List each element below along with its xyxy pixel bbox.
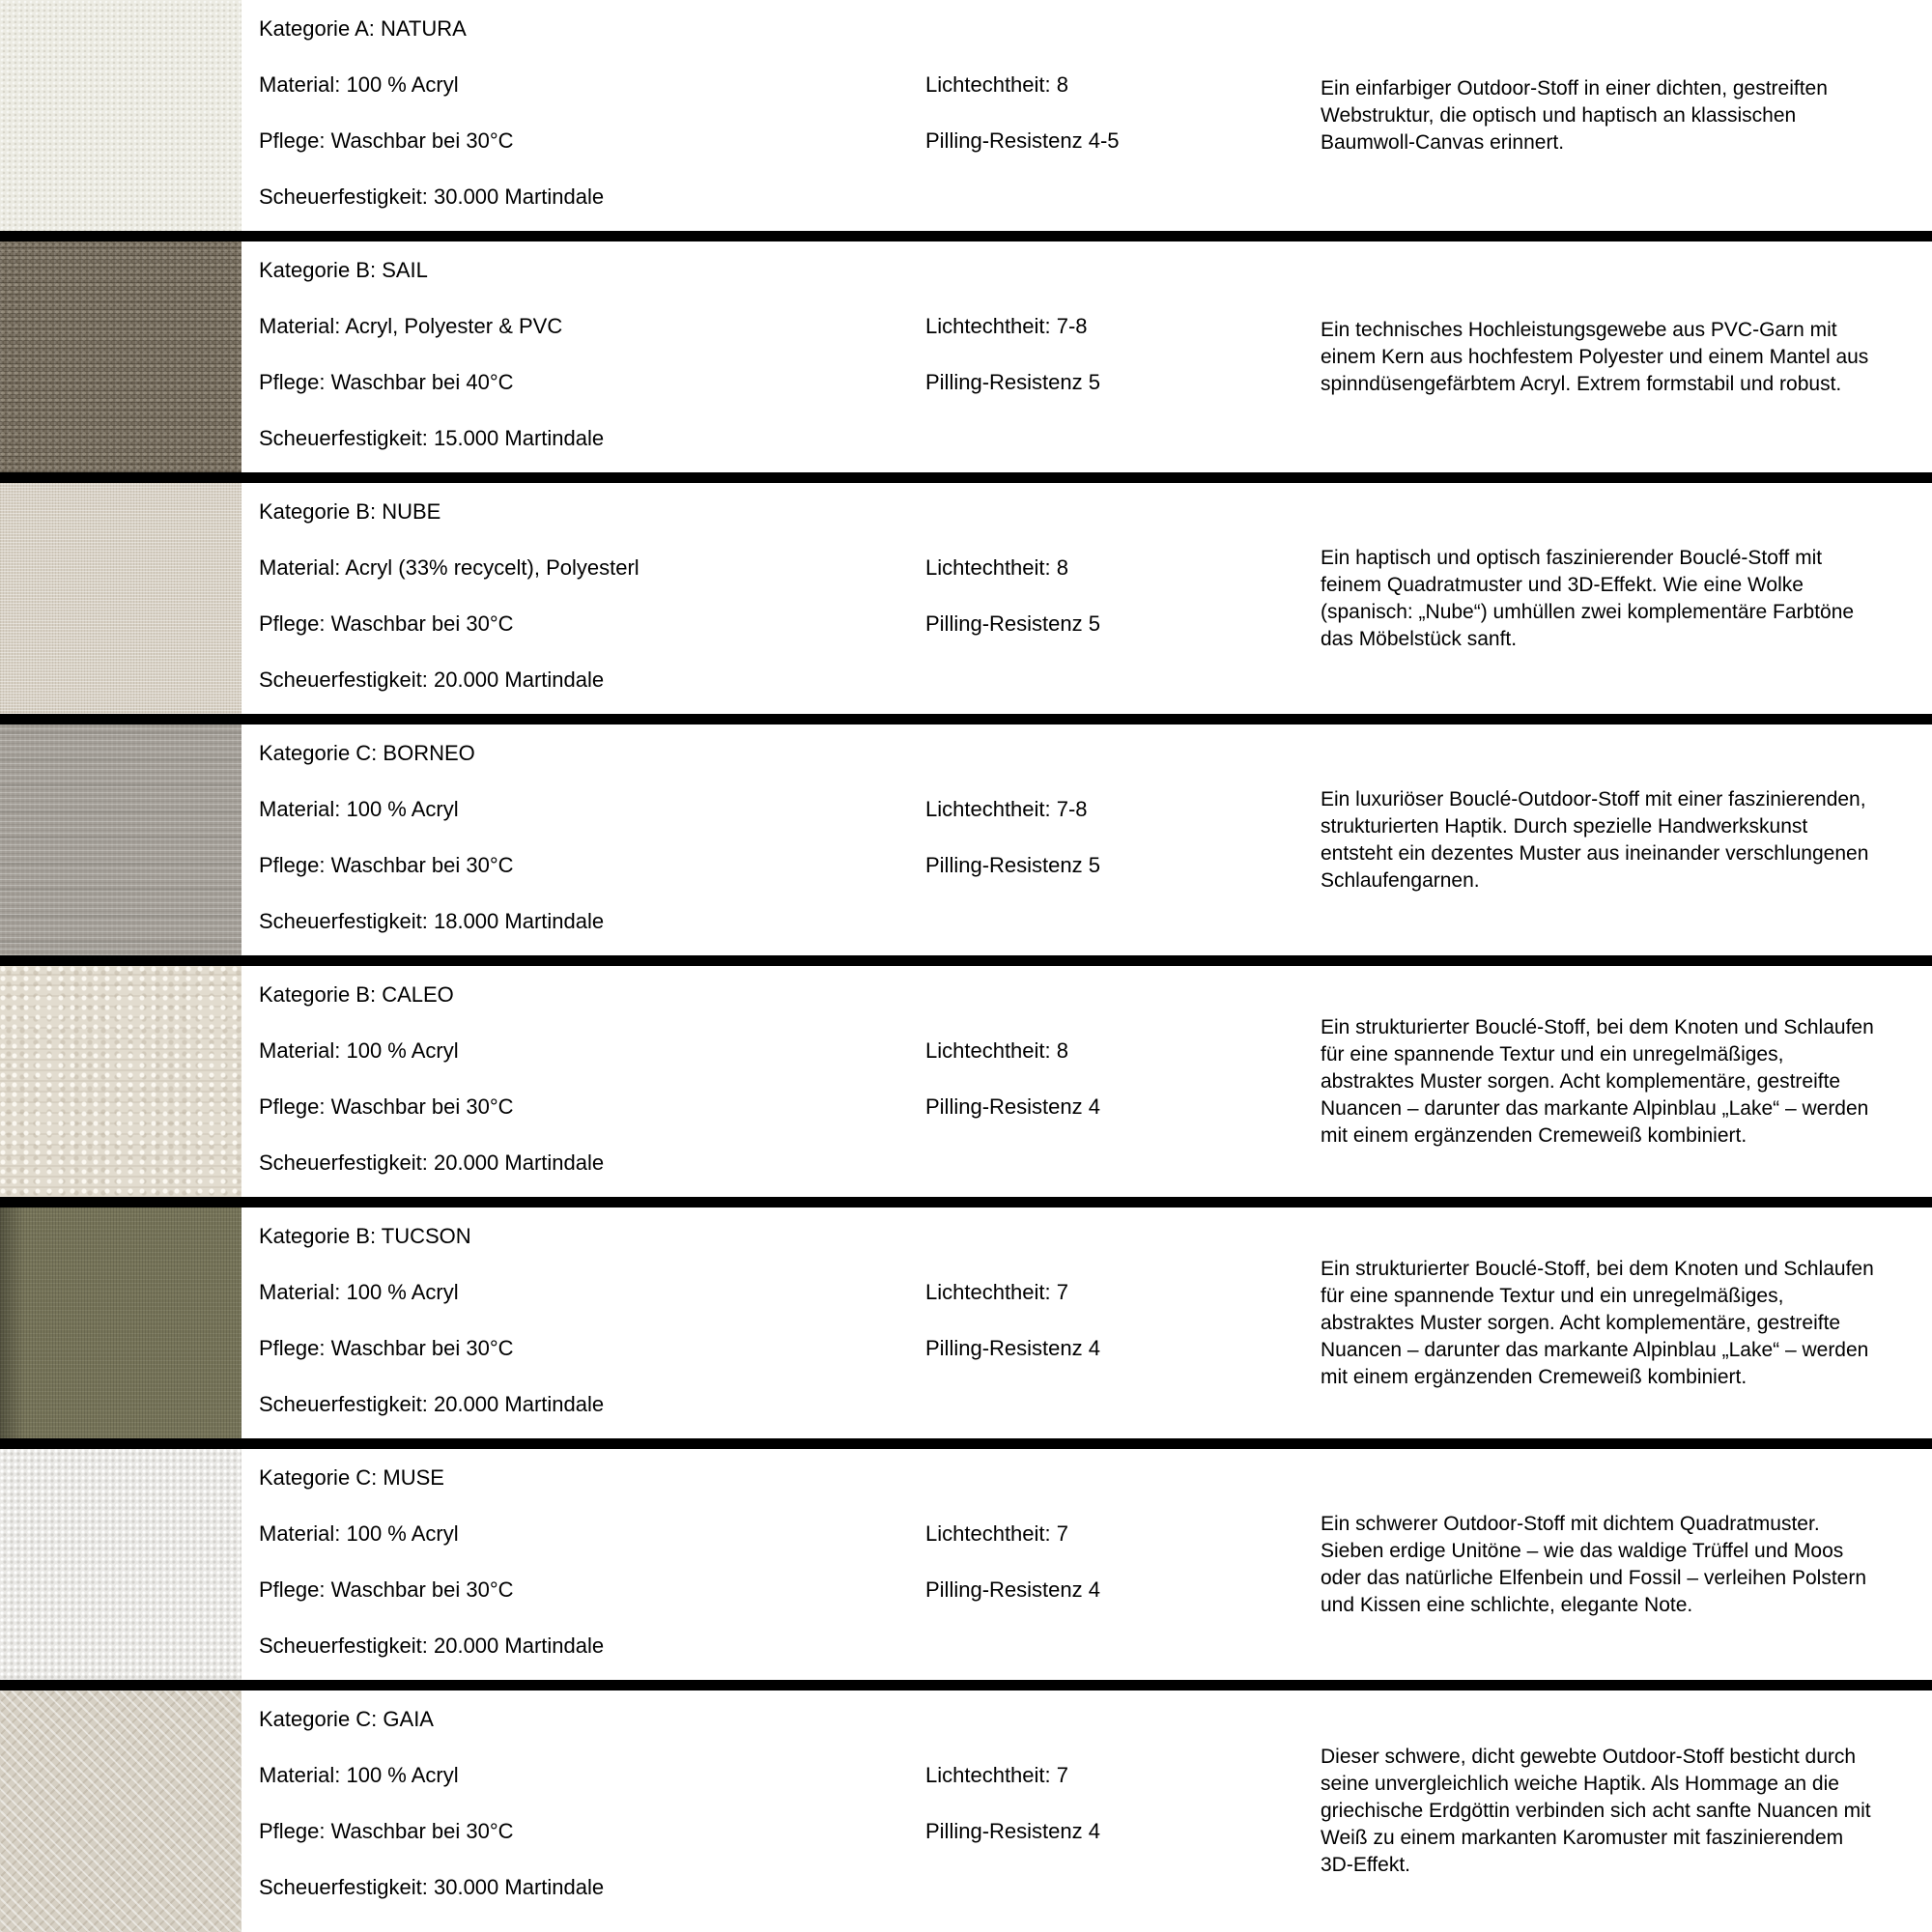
fabric-description	[1321, 966, 1932, 1197]
material-label: Material: Acryl (33% recycelt), Polyesterl	[259, 555, 639, 580]
gaia-fabric-swatch	[0, 1690, 242, 1932]
material-label: Material: 100 % Acryl	[259, 1280, 459, 1304]
material-label: Material: 100 % Acryl	[259, 72, 459, 97]
abrasion-label: Scheuerfestigkeit: 15.000 Martindale	[259, 426, 605, 450]
fabric-rating-specs	[925, 724, 1321, 955]
fabric-rating-specs	[925, 1208, 1321, 1438]
abrasion-label: Scheuerfestigkeit: 20.000 Martindale	[259, 1392, 605, 1416]
fabric-main-specs	[242, 724, 925, 955]
fabric-main-specs	[242, 1690, 925, 1932]
fabric-row-natura	[0, 0, 1932, 242]
description-text: Dieser schwere, dicht gewebte Outdoor-Stoff besticht durch seine unvergleichlich weiche Haptik. Als Hommage an die griechische Erdgöttin verbinden sich acht sanfte Nuancen mit Weiß zu einem markanten Karomuster mit faszinierendem 3D-Effekt.	[1321, 1746, 1871, 1876]
description-text: Ein schwerer Outdoor-Stoff mit dichtem Quadratmuster. Sieben erdige Unitöne – wie das waldige Trüffel und Moos oder das natürliche Elfenbein und Fossil – verleihen Polstern und Kissen eine schlichte, elegante Note.	[1321, 1512, 1867, 1616]
care-label: Pflege: Waschbar bei 30°C	[259, 128, 514, 153]
care-label: Pflege: Waschbar bei 30°C	[259, 853, 514, 877]
description-text: Ein luxuriöser Bouclé-Outdoor-Stoff mit einer faszinierenden, strukturierten Haptik. Durch spezielle Handwerkskunst entsteht ein dezentes Muster aus ineinander verschlungenen Schlaufengarnen.	[1321, 787, 1869, 892]
fabric-rating-specs	[925, 966, 1321, 1197]
abrasion-label: Scheuerfestigkeit: 20.000 Martindale	[259, 668, 605, 692]
lightfastness-label: Lichtechtheit: 8	[925, 555, 1068, 580]
material-label: Material: 100 % Acryl	[259, 1521, 459, 1546]
fabric-description	[1321, 483, 1932, 714]
pilling-label: Pilling-Resistenz 4	[925, 1094, 1100, 1119]
pilling-label: Pilling-Resistenz 5	[925, 611, 1100, 636]
description-text: Ein einfarbiger Outdoor-Stoff in einer dichten, gestreiften Webstruktur, die optisch und haptisch an klassischen Baumwoll-Canvas erinnert.	[1321, 76, 1828, 154]
fabric-description	[1321, 1690, 1932, 1932]
category-label: Kategorie B: TUCSON	[259, 1224, 471, 1248]
description-text: Ein strukturierter Bouclé-Stoff, bei dem Knoten und Schlaufen für eine spannende Textur und ein unregelmäßiges, abstraktes Muster sorgen. Acht komplementäre, gestreifte Nuancen – darunter das markante Alpinblau „Lake“ – werden mit einem ergänzenden Cremeweiß kombiniert.	[1321, 1015, 1874, 1147]
description-text: Ein haptisch und optisch faszinierender Bouclé-Stoff mit feinem Quadratmuster und 3D-Effekt. Wie eine Wolke (spanisch: „Nube“) umhüllen zwei komplementäre Farbtöne das Möbelstück sanft.	[1321, 546, 1855, 650]
fabric-description	[1321, 1208, 1932, 1438]
fabric-main-specs	[242, 0, 925, 231]
abrasion-label: Scheuerfestigkeit: 30.000 Martindale	[259, 1875, 605, 1899]
category-label: Kategorie C: MUSE	[259, 1465, 444, 1490]
fabric-row-tucson	[0, 1208, 1932, 1449]
sail-fabric-swatch	[0, 242, 242, 472]
material-label: Material: 100 % Acryl	[259, 797, 459, 821]
fabric-row-sail	[0, 242, 1932, 483]
care-label: Pflege: Waschbar bei 30°C	[259, 1094, 514, 1119]
category-label: Kategorie C: BORNEO	[259, 741, 475, 765]
care-label: Pflege: Waschbar bei 30°C	[259, 611, 514, 636]
fabric-rating-specs	[925, 1449, 1321, 1680]
fabric-rating-specs	[925, 0, 1321, 231]
fabric-description	[1321, 0, 1932, 231]
fabric-row-caleo	[0, 966, 1932, 1208]
fabric-row-nube	[0, 483, 1932, 724]
abrasion-label: Scheuerfestigkeit: 30.000 Martindale	[259, 185, 605, 209]
fabric-rating-specs	[925, 483, 1321, 714]
lightfastness-label: Lichtechtheit: 8	[925, 72, 1068, 97]
muse-fabric-swatch	[0, 1449, 242, 1680]
fabric-description	[1321, 242, 1932, 472]
fabric-row-borneo	[0, 724, 1932, 966]
caleo-fabric-swatch	[0, 966, 242, 1197]
lightfastness-label: Lichtechtheit: 7	[925, 1763, 1068, 1787]
category-label: Kategorie C: GAIA	[259, 1707, 434, 1731]
fabric-description	[1321, 724, 1932, 955]
tucson-fabric-swatch	[0, 1208, 242, 1438]
abrasion-label: Scheuerfestigkeit: 20.000 Martindale	[259, 1634, 605, 1658]
care-label: Pflege: Waschbar bei 30°C	[259, 1336, 514, 1360]
fabric-description	[1321, 1449, 1932, 1680]
borneo-fabric-swatch	[0, 724, 242, 955]
pilling-label: Pilling-Resistenz 4-5	[925, 128, 1120, 153]
care-label: Pflege: Waschbar bei 30°C	[259, 1819, 514, 1843]
category-label: Kategorie B: NUBE	[259, 499, 441, 524]
lightfastness-label: Lichtechtheit: 7-8	[925, 797, 1088, 821]
care-label: Pflege: Waschbar bei 40°C	[259, 370, 514, 394]
fabric-main-specs	[242, 1208, 925, 1438]
material-label: Material: 100 % Acryl	[259, 1038, 459, 1063]
nube-fabric-swatch	[0, 483, 242, 714]
material-label: Material: Acryl, Polyester & PVC	[259, 314, 563, 338]
material-label: Material: 100 % Acryl	[259, 1763, 459, 1787]
description-text: Ein strukturierter Bouclé-Stoff, bei dem Knoten und Schlaufen für eine spannende Textur und ein unregelmäßiges, abstraktes Muster sorgen. Acht komplementäre, gestreifte Nuancen – darunter das markante Alpinblau „Lake“ – werden mit einem ergänzenden Cremeweiß kombiniert.	[1321, 1257, 1874, 1388]
lightfastness-label: Lichtechtheit: 8	[925, 1038, 1068, 1063]
fabric-rating-specs	[925, 1690, 1321, 1932]
fabric-main-specs	[242, 966, 925, 1197]
abrasion-label: Scheuerfestigkeit: 20.000 Martindale	[259, 1151, 605, 1175]
care-label: Pflege: Waschbar bei 30°C	[259, 1577, 514, 1602]
fabric-main-specs	[242, 483, 925, 714]
fabric-row-gaia	[0, 1690, 1932, 1932]
pilling-label: Pilling-Resistenz 4	[925, 1577, 1100, 1602]
natura-fabric-swatch	[0, 0, 242, 231]
category-label: Kategorie B: SAIL	[259, 258, 428, 282]
fabric-main-specs	[242, 1449, 925, 1680]
pilling-label: Pilling-Resistenz 5	[925, 853, 1100, 877]
category-label: Kategorie B: CALEO	[259, 982, 454, 1007]
fabric-main-specs	[242, 242, 925, 472]
pilling-label: Pilling-Resistenz 4	[925, 1336, 1100, 1360]
fabric-rating-specs	[925, 242, 1321, 472]
pilling-label: Pilling-Resistenz 4	[925, 1819, 1100, 1843]
pilling-label: Pilling-Resistenz 5	[925, 370, 1100, 394]
lightfastness-label: Lichtechtheit: 7	[925, 1521, 1068, 1546]
fabric-row-muse	[0, 1449, 1932, 1690]
abrasion-label: Scheuerfestigkeit: 18.000 Martindale	[259, 909, 605, 933]
lightfastness-label: Lichtechtheit: 7-8	[925, 314, 1088, 338]
category-label: Kategorie A: NATURA	[259, 16, 467, 41]
description-text: Ein technisches Hochleistungsgewebe aus PVC-Garn mit einem Kern aus hochfestem Polyester und einem Mantel aus spinndüsengefärbtem Acryl. Extrem formstabil und robust.	[1321, 318, 1869, 395]
lightfastness-label: Lichtechtheit: 7	[925, 1280, 1068, 1304]
